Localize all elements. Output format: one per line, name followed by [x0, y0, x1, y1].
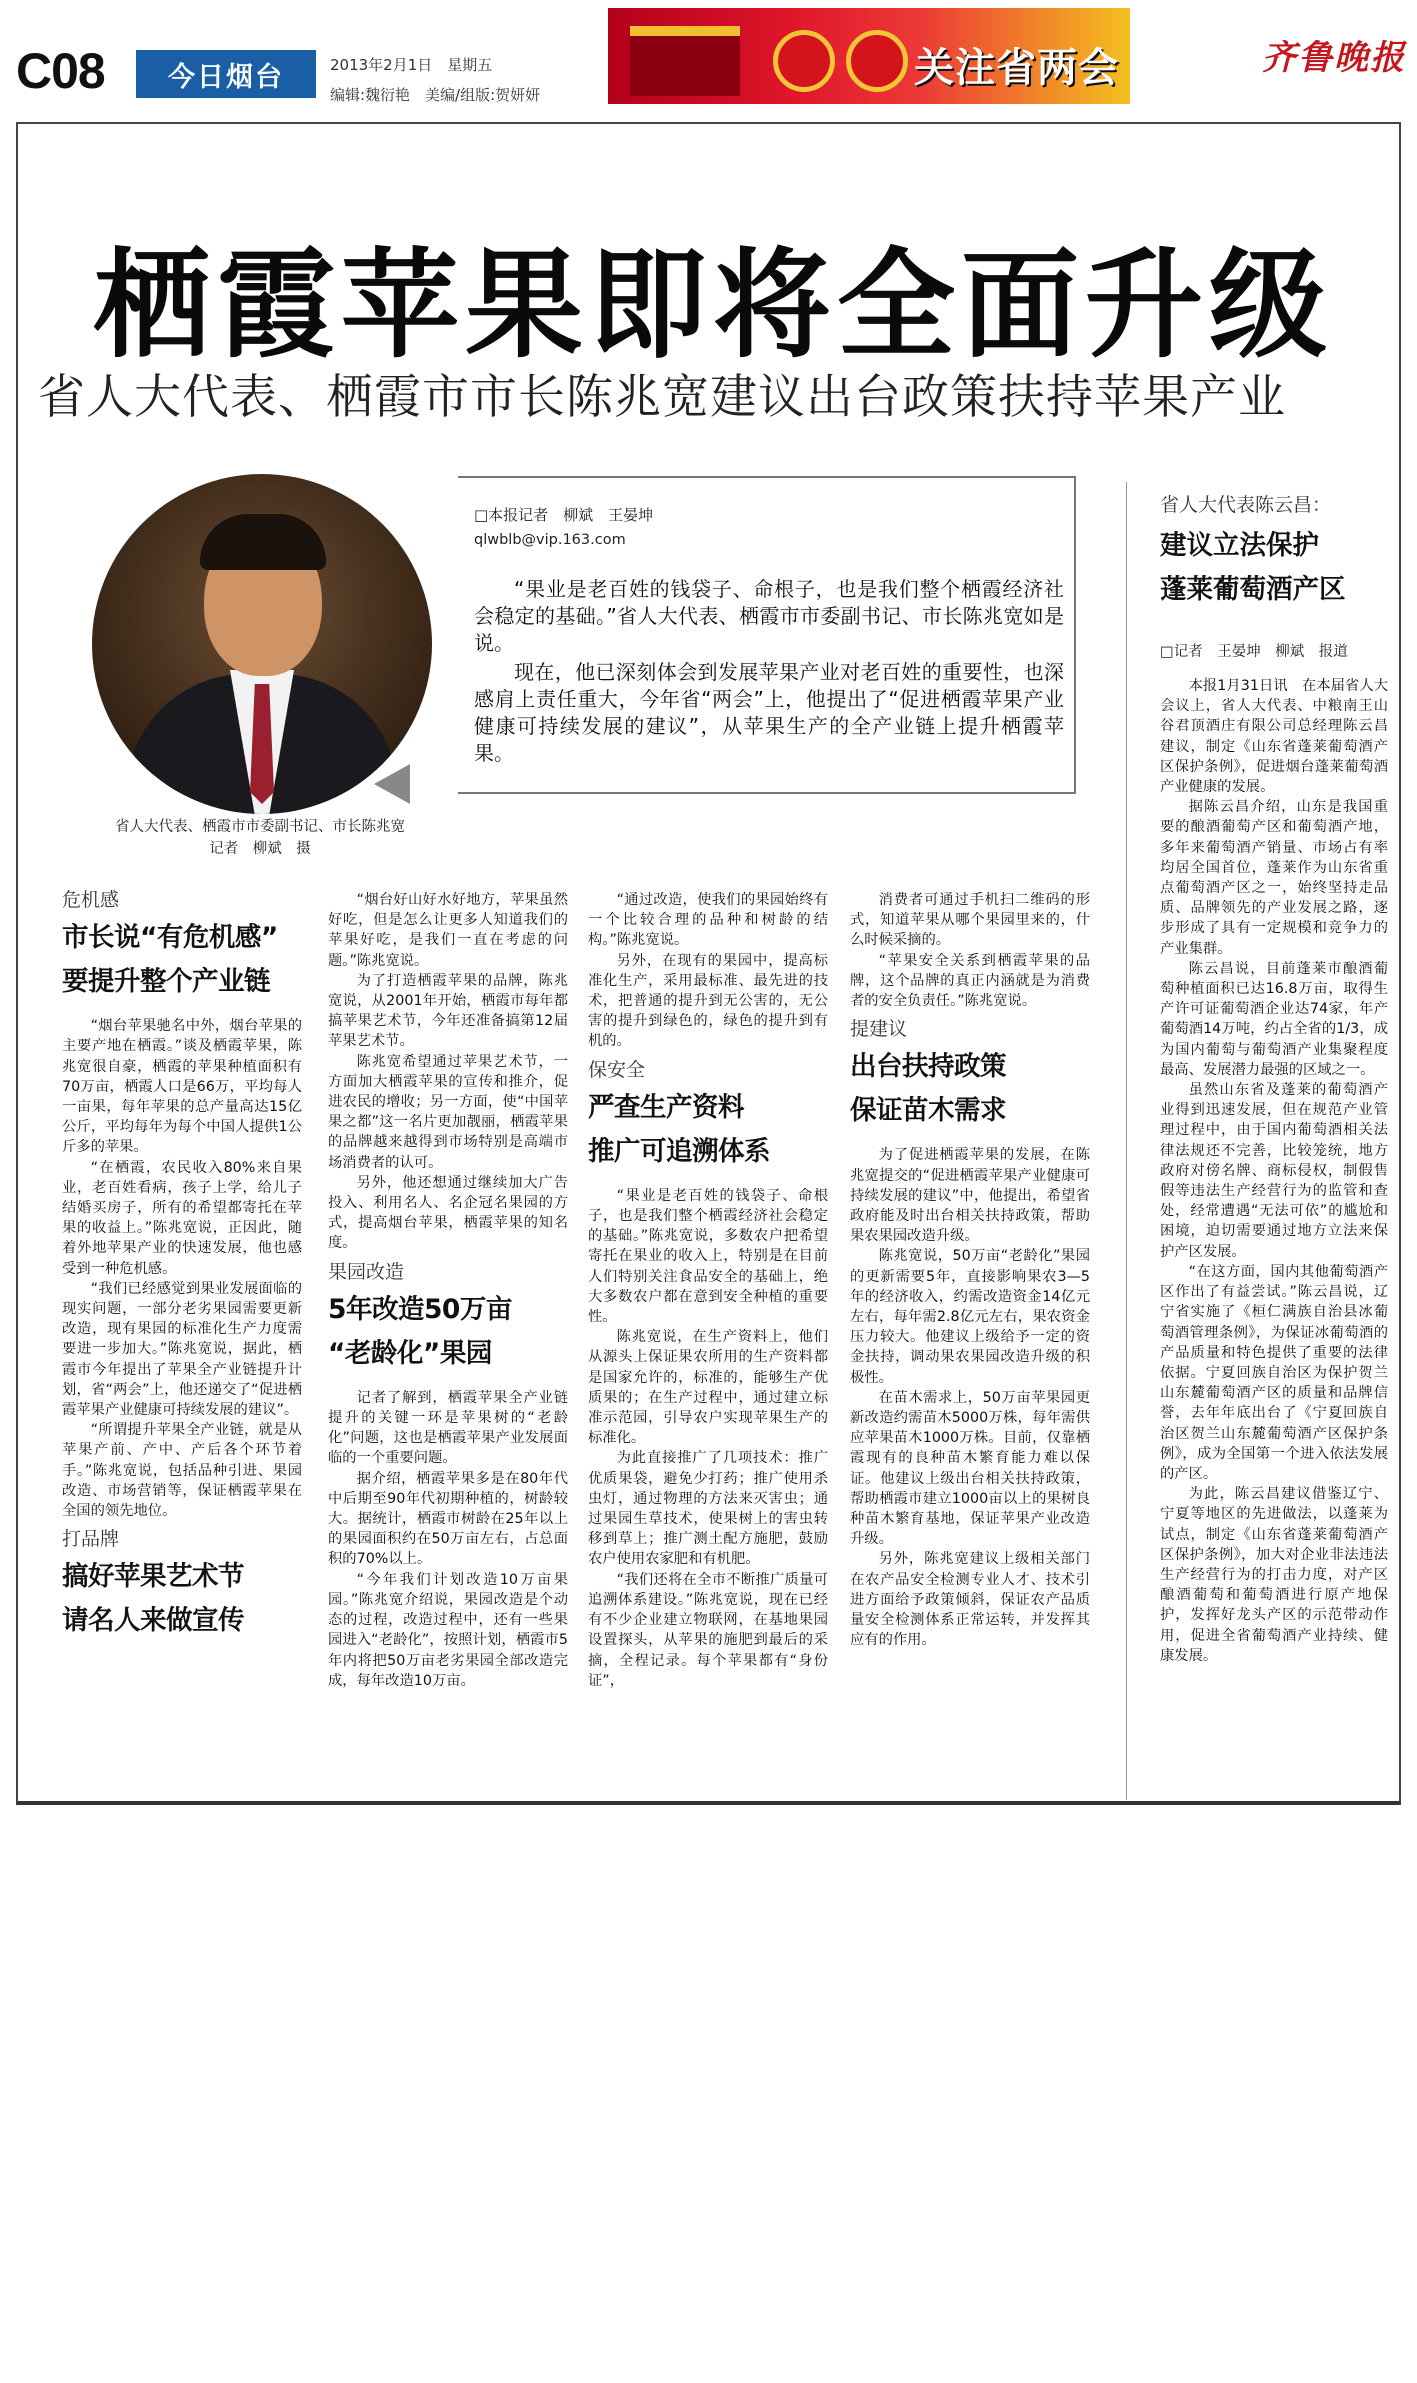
- article-column-3: [588, 890, 828, 1691]
- section-title: [328, 1288, 568, 1376]
- section-title-line: 5年改造50万亩: [328, 1293, 512, 1325]
- section-kicker: 危机感: [62, 889, 120, 911]
- intro-paragraph: “果业是老百姓的钱袋子、命根子，也是我们整个栖霞经济社会稳定的基础。”省人大代表、栖霞市市委副书记、市长陈兆宽如是说。: [474, 577, 1064, 655]
- body-paragraph: “今年我们计划改造10万亩果园。”陈兆宽介绍说，果园改造是个动态的过程，改造过程中，还有一些果园进入“老龄化”，按照计划，栖霞市5年内将把50万亩老劣果园全部改造完成，每年改造10万亩。: [328, 1571, 568, 1689]
- sidebar-body: [1160, 676, 1388, 1666]
- sidebar-divider: [1126, 482, 1127, 1800]
- sidebar-title-line: 建议立法保护: [1160, 530, 1319, 561]
- section-kicker: 打品牌: [62, 1528, 120, 1551]
- body-paragraph: “果业是老百姓的钱袋子、命根子，也是我们整个栖霞经济社会稳定的基础。”陈兆宽说，多数农户把希望寄托在果业的收入上，特别是在目前人们特别关注食品安全的基础上，绝大多数农户都在意到安全种植的重要性。: [588, 1187, 828, 1326]
- national-emblem-icon: [773, 30, 835, 92]
- sidebar-title-line: 蓬莱葡萄酒产区: [1160, 574, 1346, 605]
- article-column-4: [850, 890, 1090, 1651]
- caption-line-1: 省人大代表、栖霞市市委副书记、市长陈兆宽: [115, 819, 405, 835]
- body-paragraph: 为了促进栖霞苹果的发展，在陈兆宽提交的“促进栖霞苹果产业健康可持续发展的建议”中，他提出，希望省政府能及时出台相关扶持政策，帮助果农果园改造升级。: [850, 1147, 1090, 1245]
- body-paragraph: 记者了解到，栖霞苹果全产业链提升的关键一环是苹果树的“老龄化”问题，这也是栖霞苹果产业发展面临的一个重要问题。: [328, 1389, 568, 1467]
- sidebar-paragraph: 据陈云昌介绍，山东是我国重要的酿酒葡萄产区和葡萄酒产地，多年来葡萄酒产销量、市场占有率均居全国首位，蓬莱作为山东省重点葡萄酒产区之一，始终坚持走品质、品牌领先的产业发展之路，逐步形成了具有一定规模和竞争力的产业集群。: [1160, 799, 1388, 957]
- body-paragraph: “我们已经感觉到果业发展面临的现实问题，一部分老劣果园需要更新改造，现有果园的标准化生产力度需要进一步加大。”陈兆宽说，据此，栖霞市今年提出了苹果全产业链提升计划，省“两会”上，他还递交了“促进栖霞苹果产业健康可持续发展的建议”。: [62, 1280, 302, 1419]
- body-paragraph: 为了打造栖霞苹果的品牌，陈兆宽说，从2001年开始，栖霞市每年都搞苹果艺术节，今年还准备搞第12届苹果艺术节。: [328, 972, 568, 1050]
- issue-date: 2013年2月1日 星期五: [330, 56, 493, 74]
- article-column-1: [62, 890, 302, 1655]
- intro-text: [474, 576, 1064, 769]
- body-paragraph: 另外，在现有的果园中，提高标准化生产，采用最标准、最先进的技术，把普通的提升到无公害的，无公害的提升到绿色的，绿色的提升到有机的。: [588, 952, 828, 1050]
- section-title-line: 搞好苹果艺术节: [62, 1561, 244, 1593]
- section-title-line: “老龄化”果园: [328, 1337, 492, 1369]
- body-paragraph: “所谓提升苹果全产业链，就是从苹果产前、产中、产后各个环节着手。”陈兆宽说，包括品种引进、果园改造、市场营销等，保证栖霞苹果在全国的领先地位。: [62, 1422, 302, 1520]
- body-paragraph: “我们还将在全市不断推广质量可追溯体系建设。”陈兆宽说，现在已经有不少企业建立物联网，在基地果园设置探头，从苹果的施肥到最后的采摘，全程记录。每个苹果都有“身份证”，: [588, 1571, 828, 1689]
- section-kicker: 提建议: [850, 1018, 908, 1041]
- sidebar-byline: □记者 王晏坤 柳斌 报道: [1160, 644, 1348, 660]
- body-paragraph: “烟台苹果驰名中外，烟台苹果的主要产地在栖霞。”谈及栖霞苹果，陈兆宽很自豪，栖霞的苹果种植面积有70万亩，栖霞人口是66万，平均每人一亩果，每年苹果的总产量高达15亿公斤，平均每年为每个中国人提供1公斤多的苹果。: [62, 1018, 302, 1156]
- intro-pointer-arrow: [374, 764, 410, 804]
- page-number: C08: [16, 43, 105, 99]
- body-paragraph: 据介绍，栖霞苹果多是在80年代中后期至90年代初期种植的，树龄较大。据统计，栖霞市树龄在25年以上的果园面积约在50万亩左右，占总面积的70%以上。: [328, 1470, 568, 1568]
- two-sessions-banner: [608, 8, 1130, 104]
- section-title-line: 推广可追溯体系: [588, 1135, 770, 1167]
- body-paragraph: 陈兆宽希望通过苹果艺术节，一方面加大栖霞苹果的宣传和推介，促进农民的增收；另一方面，使“中国苹果之都”这一名片更加靓丽，栖霞苹果的品牌越来越得到市场特别是高端市场消费者的认可。: [328, 1053, 568, 1171]
- intro-paragraph: 现在，他已深刻体会到发展苹果产业对老百姓的重要性，也深感肩上责任重大，今年省“两会”上，他提出了“促进栖霞苹果产业健康可持续发展的建议”，从苹果生产的全产业链上提升栖霞苹果。: [474, 660, 1064, 765]
- sidebar-kicker: 省人大代表陈云昌：: [1160, 494, 1332, 516]
- body-paragraph: 另外，他还想通过继续加大广告投入、利用名人、名企冠名果园的方式，提高烟台苹果，栖霞苹果的知名度。: [328, 1174, 568, 1252]
- body-paragraph: 消费者可通过手机扫二维码的形式，知道苹果从哪个果园里来的，什么时候采摘的。: [850, 892, 1090, 949]
- section-kicker: 保安全: [588, 1058, 646, 1081]
- editors-credit: 编辑:魏衍艳 美编/组版:贺妍妍: [330, 86, 541, 104]
- portrait-photo: [92, 474, 432, 814]
- banner-text: 关注省两会: [914, 45, 1119, 91]
- body-paragraph: 在苗木需求上，50万亩苹果园更新改造约需苗木5000万株，每年需供应苹果苗木1000万株。目前，仅靠栖霞现有的良种苗木繁育能力难以保证。他建议上级出台相关扶持政策，帮助栖霞市建立1000亩以上的果树良种苗木繁育基地，保证苹果产业改造升级。: [850, 1389, 1090, 1548]
- sidebar-paragraph: 虽然山东省及蓬莱的葡萄酒产业得到迅速发展，但在规范产业管理过程中，由于国内葡萄酒相关法律法规还不完善，比较笼统，地方政府对傍名牌、商标侵权，制假售假等违法生产经营行为的监管和查处，经常遭遇“无法可依”的尴尬和困境，迫切需要通过地方立法来保护产区发展。: [1160, 1082, 1388, 1260]
- section-title: [850, 1045, 1090, 1133]
- sidebar-paragraph: 为此，陈云昌建议借鉴辽宁、宁夏等地区的先进做法，以蓬莱为试点，制定《山东省蓬莱葡萄酒产区保护条例》，加大对企业非法违法生产经营行为的打击力度，对产区酿酒葡萄和葡萄酒进行原产地保护，发挥好龙头产区的示范带动作用，促进全省葡萄酒产业持续、健康发展。: [1160, 1486, 1388, 1664]
- cppcc-emblem-icon: [846, 30, 908, 92]
- body-paragraph: 另外，陈兆宽建议上级相关部门在农产品安全检测专业人才、技术引进方面给予政策倾斜，保证农产品质量安全检测体系正常运转，并发挥其应有的作用。: [850, 1551, 1090, 1649]
- body-paragraph: “通过改造，使我们的果园始终有一个比较合理的品种和树龄的结构。”陈兆宽说。: [588, 892, 828, 949]
- section-title-line: 市长说“有危机感”: [62, 922, 278, 954]
- sidebar-paragraph: 陈云昌说，目前蓬莱市酿酒葡萄种植面积已达16.8万亩，取得生产许可证葡萄酒企业达74家，年产葡萄酒14万吨，约占全省的1/3，成为国内葡萄与葡萄酒产业集聚程度最高、发展潜力最强的区域之一。: [1160, 960, 1388, 1078]
- caption-line-2: 记者 柳斌 摄: [209, 841, 311, 857]
- section-kicker: 果园改造: [328, 1260, 405, 1283]
- body-paragraph: “烟台好山好水好地方，苹果虽然好吃，但是怎么让更多人知道我们的苹果好吃，是我们一直在考虑的问题。”陈兆宽说。: [328, 892, 568, 969]
- sidebar-paragraph: “在这方面，国内其他葡萄酒产区作出了有益尝试。”陈云昌说，辽宁省实施了《桓仁满族自治县冰葡萄酒管理条例》，为保证冰葡萄酒的产品质量和特色提供了重要的法律依据。宁夏回族自治区为保护贺兰山东麓葡萄酒产区的质量和品牌信誉，去年年底出台了《宁夏回族自治区贺兰山东麓葡萄酒产区保护条例》，成为全国第一个进入依法发展的产区。: [1160, 1263, 1388, 1482]
- byline: □本报记者 柳斌 王晏坤: [474, 506, 654, 524]
- section-title: [588, 1086, 828, 1174]
- body-paragraph: 陈兆宽说，50万亩“老龄化”果园的更新需要5年，直接影响果农3—5年的经济收入，约需改造资金14亿元左右，每年需2.8亿元左右，果农资金压力较大。他建议上级给予一定的资金扶持，调动果农果园改造升级的积极性。: [850, 1248, 1090, 1386]
- section-title-line: 严查生产资料: [588, 1091, 744, 1123]
- section-title-line: 出台扶持政策: [850, 1051, 1006, 1083]
- photo-caption: [90, 816, 430, 860]
- newspaper-logo: 齐鲁晚报: [1262, 38, 1406, 78]
- section-title-line: 保证苗木需求: [850, 1095, 1006, 1127]
- section-label: 今日烟台: [136, 50, 316, 98]
- body-paragraph: 陈兆宽说，在生产资料上，他们从源头上保证果农所用的生产资料都是国家允许的，标准的，能够生产优质果的；在生产过程中，通过建立标准示范园，引导农户实现苹果生产的标准化。: [588, 1329, 828, 1447]
- section-title: [62, 1555, 302, 1643]
- section-title-line: 要提升整个产业链: [62, 966, 270, 998]
- body-paragraph: 为此直接推广了几项技术：推广优质果袋，避免少打药；推广使用杀虫灯，通过物理的方法来灭害虫；通过果园生草技术，使果树上的害虫转移到草上；推广测土配方施肥，鼓励农户使用农家肥和有机肥。: [588, 1450, 828, 1568]
- subheadline: 省人大代表、栖霞市市长陈兆宽建议出台政策扶持苹果产业: [38, 370, 1286, 425]
- section-title: [62, 916, 302, 1004]
- date-info: [330, 50, 540, 110]
- body-paragraph: “苹果安全关系到栖霞苹果的品牌，这个品牌的真正内涵就是为消费者的安全负责任。”陈兆宽说。: [850, 952, 1090, 1010]
- tiananmen-image: [630, 26, 740, 96]
- article-column-2: [328, 890, 568, 1691]
- sidebar-paragraph: 本报1月31日讯 在本届省人大会议上，省人大代表、中粮南王山谷君顶酒庄有限公司总经理陈云昌建议，制定《山东省蓬莱葡萄酒产区保护条例》，促进烟台蓬莱葡萄酒产业健康的发展。: [1160, 678, 1388, 796]
- headline: 栖霞苹果即将全面升级: [92, 236, 1333, 374]
- sidebar-title: [1160, 524, 1346, 612]
- body-paragraph: “在栖霞，农民收入80%来自果业，老百姓看病，孩子上学，给儿子结婚买房子，所有的希望都寄托在苹果的收益上。”陈兆宽说，正因此，随着外地苹果产业的快速发展，他也感受到一种危机感。: [62, 1159, 302, 1277]
- section-title-line: 请名人来做宣传: [62, 1605, 244, 1637]
- reporter-email: qlwblb@vip.163.com: [474, 532, 626, 548]
